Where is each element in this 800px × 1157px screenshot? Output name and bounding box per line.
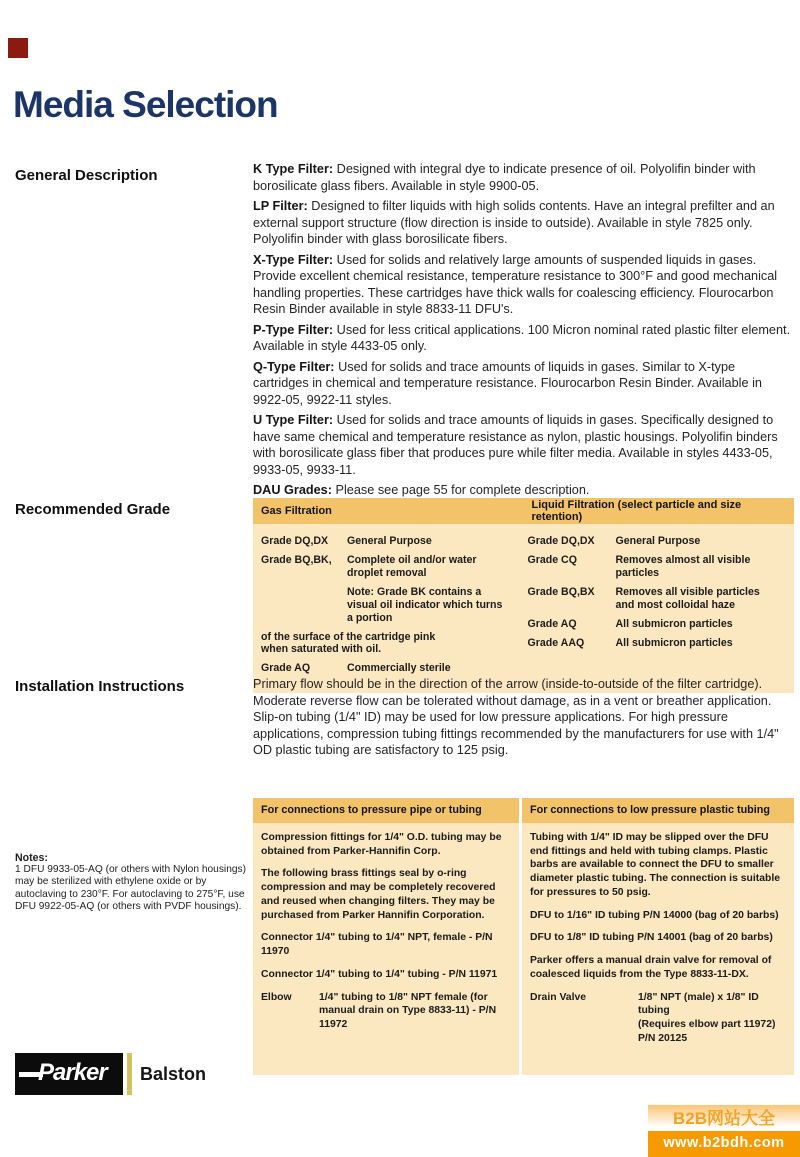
filter-text: Please see page 55 for complete description. <box>335 483 590 497</box>
notes-title: Notes: <box>15 852 48 864</box>
grade-table-header-row <box>253 498 794 524</box>
connector-row-2: Connector 1/4" tubing to 1/4" tubing - P/N 11971 <box>261 968 498 980</box>
filter-text: Used for solids and trace amounts of liquids in gases. Specifically designed to have same chemical and temperature resistance as nylon, plastic housings. Polyolifin binders with borosilicate glass fiber that produces pure while filter media. Available in styles 4433-05, 9933-05, 9933-11. <box>253 413 778 477</box>
fitting-term: Drain Valve <box>530 991 587 1003</box>
filter-paragraph-p <box>253 322 794 355</box>
notes-text: 1 DFU 9933-05-AQ (or others with Nylon housings) may be sterilized with ethylene oxide or by autoclaving to 230°F. For autoclaving to 275°F, use DFU 9922-05-AQ (or others with PVDF housings). <box>15 864 247 913</box>
grade-definition: General Purpose <box>347 535 432 547</box>
table-row <box>253 662 524 675</box>
pressure-paragraph-2: The following brass fittings seal by o-ring compression and may be completely recovered and reused when changing filters. They may be purchased from Parker Hannifin Corporation. <box>261 868 496 921</box>
filter-paragraph-dau <box>253 482 794 499</box>
filter-paragraph-x <box>253 252 794 318</box>
plastic-paragraph-1: Tubing with 1/4" ID may be slipped over the DFU end fittings and held with tubing clamps. Plastic barbs are available to connect the DFU to smaller diameter plastic tubing. The connection is suitable for pressures to 50 psig. <box>530 832 780 898</box>
filter-label: P-Type Filter: <box>253 322 334 337</box>
table-row <box>524 637 795 650</box>
drain-valve-row <box>530 991 786 1046</box>
gas-filtration-column <box>253 535 524 681</box>
notes-block <box>15 852 257 914</box>
filter-label: DAU Grades: <box>253 483 332 497</box>
pressure-table-body <box>253 823 519 1032</box>
fitting-definition <box>638 991 786 1046</box>
watermark-site-name: B2B网站大全 <box>648 1105 800 1131</box>
grade-definition: Commercially sterile <box>347 662 451 675</box>
b2bdh-watermark-badge[interactable] <box>648 1105 800 1157</box>
plastic-table-body <box>522 823 794 1046</box>
filter-paragraph-lp <box>253 198 794 248</box>
grade-term: Grade AAQ <box>527 636 585 649</box>
pressure-table-header: For connections to pressure pipe or tubing <box>253 798 519 823</box>
filter-paragraph-u <box>253 412 794 478</box>
grade-term: Grade AQ <box>527 617 577 630</box>
drain-def-line: P/N 20125 <box>638 1032 688 1044</box>
section-label-installation-instructions: Installation Instructions <box>15 678 185 695</box>
filter-text: Used for solids and trace amounts of liquids in gases. Similar to X-type cartridges in chemical and temperature resistance. Flourocarbon Resin Binder. Available in 9922-05, 9922-11 styles. <box>253 359 762 407</box>
table-row <box>524 618 795 631</box>
connector-row-1: Connector 1/4" tubing to 1/4" NPT, female - P/N 11970 <box>261 932 493 958</box>
plastic-paragraph-2: Parker offers a manual drain valve for removal of coalesced liquids from the Type 8833-11-DX. <box>530 955 772 980</box>
plastic-table-header: For connections to low pressure plastic tubing <box>522 798 794 823</box>
watermark-site-url[interactable]: www.b2bdh.com <box>648 1131 800 1157</box>
drain-def-line: 1/8" NPT (male) x 1/8" ID <box>638 991 759 1003</box>
plastic-tubing-connections-table <box>522 798 794 1075</box>
filter-text: Used for less critical applications. 100 Micron nominal rated plastic filter element. Available in style 4433-05 only. <box>253 322 791 353</box>
recommended-grade-table <box>253 498 794 693</box>
grade-term: Grade BQ,BX <box>527 585 595 598</box>
grade-table-body <box>253 524 794 693</box>
drain-def-line: tubing <box>638 1005 670 1017</box>
grade-term: Grade DQ,DX <box>527 535 595 547</box>
pressure-connections-table <box>253 798 519 1075</box>
grade-definition: Removes almost all visible particles <box>615 553 751 579</box>
filter-text: Used for solids and relatively large amounts of suspended liquids in gases. Provide excellent chemical resistance, temperature resistance to 300°F and good mechanical handling properties. These cartridges have thick walls for coalescing efficiency. Flourocarbon Resin Binder available in style 8833-11 DFU's. <box>253 252 778 316</box>
table-row <box>253 586 524 625</box>
page-title: Media Selection <box>13 84 278 125</box>
grade-term: Grade BQ,BK, <box>261 553 332 566</box>
filter-text: Designed to filter liquids with high solids contents. Have an integral prefilter and an external support structure (flow direction is inside to outside). Available in style 7825 only. Polyolifin binder with glass borosilicate fibers. <box>253 199 775 246</box>
filter-label: X-Type Filter: <box>253 252 334 267</box>
table-row <box>253 535 524 548</box>
drain-def-line: (Requires elbow part 11972) <box>638 1019 776 1031</box>
page-corner-mark <box>8 38 28 58</box>
grade-definition: All submicron particles <box>615 636 733 649</box>
grade-term: Grade CQ <box>527 553 577 566</box>
barb-line-1: DFU to 1/16" ID tubing P/N 14000 (bag of 20 barbs) <box>530 909 779 921</box>
filter-text: Designed with integral dye to indicate presence of oil. Polyolifin binder with borosilicate glass fibers. Available in style 9900-05. <box>253 162 756 193</box>
grade-term: Grade AQ <box>261 662 311 675</box>
table-row <box>253 554 524 580</box>
filter-paragraph-q <box>253 359 794 409</box>
liquid-filtration-header: Liquid Filtration (select particle and size retention) <box>531 499 742 523</box>
table-row <box>524 586 795 612</box>
liquid-filtration-column <box>524 535 795 681</box>
parker-logo-box <box>15 1053 123 1095</box>
fitting-definition: 1/4" tubing to 1/8" NPT female (for manual drain on Type 8833-11) - P/N 11972 <box>319 991 497 1031</box>
fitting-term: Elbow <box>261 991 292 1003</box>
logo-divider-bar <box>127 1053 132 1095</box>
grade-note: Note: Grade BK contains a visual oil indicator which turns a portion <box>347 585 503 624</box>
filter-label: Q-Type Filter: <box>253 359 335 374</box>
grade-definition: Complete oil and/or water droplet removal <box>347 553 477 579</box>
balston-wordmark: Balston <box>140 1063 207 1084</box>
grade-term: Grade DQ,DX <box>261 535 329 547</box>
parker-wordmark: Parker <box>38 1059 107 1086</box>
section-label-general-description: General Description <box>15 167 158 184</box>
table-row <box>524 554 795 580</box>
grade-term <box>253 586 347 625</box>
elbow-row <box>261 991 511 1032</box>
filter-label: U Type Filter: <box>253 413 334 427</box>
grade-definition: Removes all visible particles and most colloidal haze <box>615 585 760 611</box>
filter-label: K Type Filter: <box>253 162 334 176</box>
grade-definition: All submicron particles <box>615 617 733 630</box>
section-label-recommended-grade: Recommended Grade <box>15 501 171 518</box>
filter-paragraph-k <box>253 161 794 194</box>
pressure-paragraph-1: Compression fittings for 1/4" O.D. tubing may be obtained from Parker-Hannifin Corp. <box>261 832 502 857</box>
grade-definition: General Purpose <box>615 535 701 547</box>
parker-balston-logo <box>15 1053 206 1095</box>
gas-filtration-header: Gas Filtration <box>261 505 332 517</box>
filter-label: LP Filter: <box>253 199 308 213</box>
installation-instructions-text: Primary flow should be in the direction of the arrow (inside-to-outside of the filter cartridge). Moderate reverse flow can be tolerated without damage, as in a vent or breather application. Slip-on tubing (1/4" ID) may be used for low pressure applications. For high pressure applications, compression tubing fittings recommended by the manufacturers for use with 1/4" OD plastic tubing are satisfactory to 125 psig. <box>253 677 779 757</box>
table-row <box>524 535 795 548</box>
barb-line-2: DFU to 1/8" ID tubing P/N 14001 (bag of 20 barbs) <box>530 932 773 944</box>
grade-note-overflow: of the surface of the cartridge pink when saturated with oil. <box>261 630 436 656</box>
filter-descriptions <box>253 161 794 503</box>
